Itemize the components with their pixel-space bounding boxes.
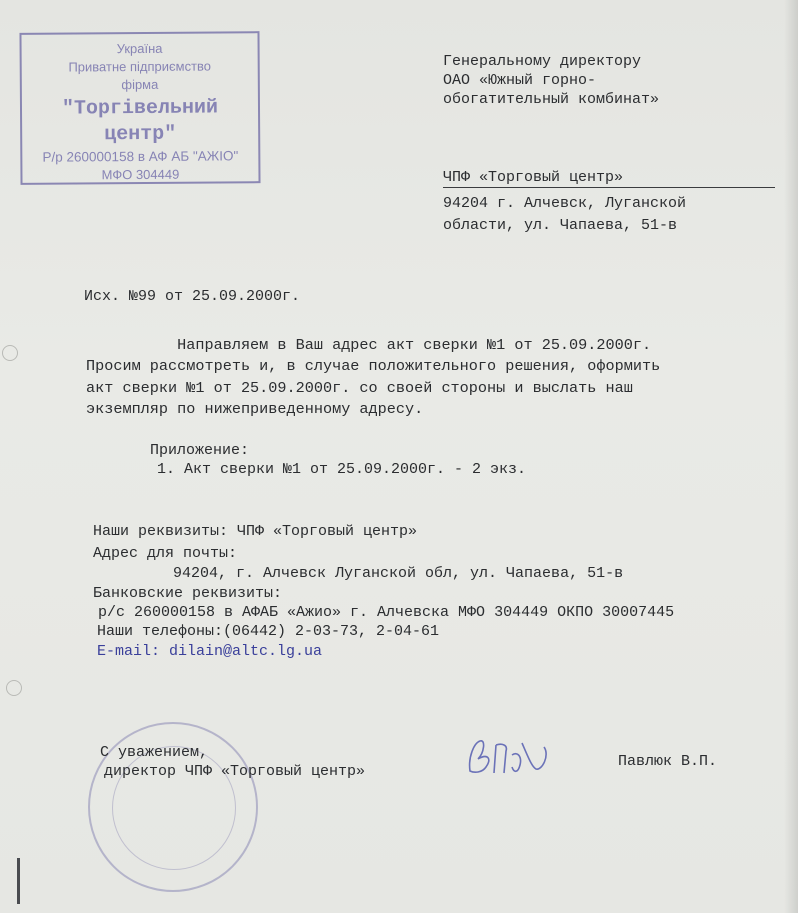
requisites-bank-label: Банковские реквизиты:: [93, 585, 283, 602]
stamp-company-name: "Торгівельний центр": [61, 96, 219, 147]
outgoing-reference: Исх. №99 от 25.09.2000г.: [84, 288, 301, 305]
body-line-1: Направляем в Ваш адрес акт сверки №1 от 25.09.2000г.: [86, 336, 652, 354]
attachment-item-1: 1. Акт сверки №1 от 25.09.2000г. - 2 экз.: [157, 461, 527, 478]
closing-line: С уважением,: [100, 744, 209, 761]
sender-address-2: области, ул. Чапаева, 51-в: [443, 217, 678, 234]
binder-hole-mark: [6, 680, 22, 696]
signatory-name: Павлюк В.П.: [618, 753, 718, 770]
stamp-country: Україна: [116, 40, 163, 57]
requisites-email: E-mail: dilain@altc.lg.ua: [97, 643, 323, 660]
recipient-line-2: ОАО «Южный горно-: [443, 72, 597, 89]
signatory-title: директор ЧПФ «Торговый центр»: [104, 763, 366, 780]
requisites-postal-label: Адрес для почты:: [93, 545, 238, 562]
requisites-company: Наши реквизиты: ЧПФ «Торговый центр»: [93, 523, 418, 540]
sender-underline: [443, 187, 775, 188]
stamp-type: Приватне підприємство: [68, 58, 212, 75]
body-line-2: Просим рассмотреть и, в случае положительного решения, оформить: [86, 357, 661, 375]
requisites-bank-account: р/с 260000158 в АФАБ «Ажио» г. Алчевска МФО 304449 ОКПО 30007445: [98, 604, 675, 621]
sender-name: ЧПФ «Торговый центр»: [443, 169, 624, 186]
margin-mark: [17, 858, 20, 904]
recipient-line-1: Генеральному директору: [443, 53, 642, 70]
body-line-4: экземпляр по нижеприведенному адресу.: [86, 400, 424, 418]
sender-address-1: 94204 г. Алчевск, Луганской: [443, 195, 687, 212]
requisites-phones: Наши телефоны:(06442) 2-03-73, 2-04-61: [97, 623, 440, 640]
company-stamp: [19, 31, 260, 185]
body-line-3: акт сверки №1 от 25.09.2000г. со своей стороны и выслать наш: [86, 379, 633, 397]
stamp-firm: фірма: [121, 76, 159, 93]
stamp-mfo: МФО 304449: [101, 166, 180, 183]
binder-hole-mark: [2, 345, 18, 361]
attachment-title: Приложение:: [150, 442, 250, 459]
stamp-account: Р/р 260000158 в АФ АБ "АЖІО": [42, 148, 239, 165]
requisites-postal-address: 94204, г. Алчевск Луганской обл, ул. Чапаева, 51-в: [173, 565, 624, 582]
handwritten-signature: [462, 733, 562, 783]
page-edge-shadow: [784, 0, 798, 913]
recipient-line-3: обогатительный комбинат»: [443, 91, 660, 108]
